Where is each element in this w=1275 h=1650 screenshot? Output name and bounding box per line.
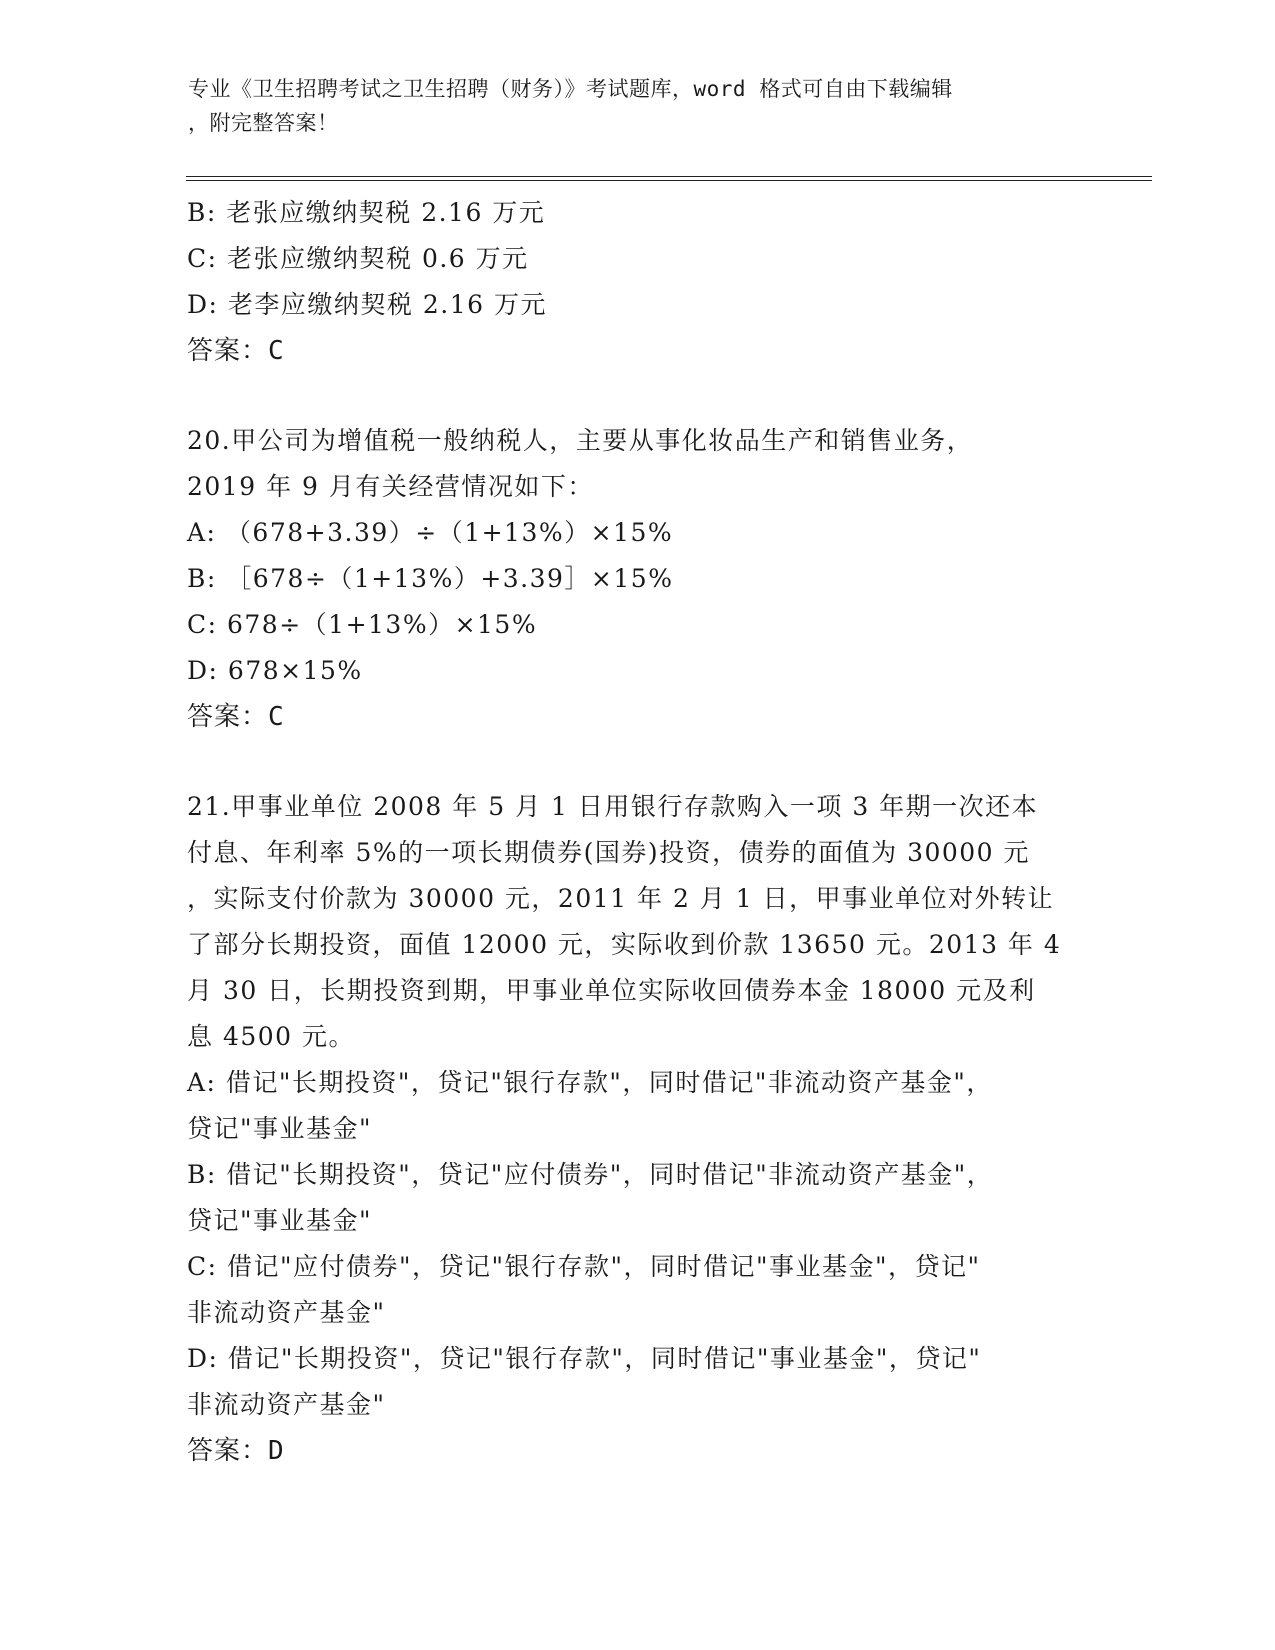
q20-stem-line-2: 2019 年 9 月有关经营情况如下： [187,472,594,501]
q21-option-b-line-2: 贷记"事业基金" [187,1206,372,1235]
q20-answer: 答案：C [187,702,285,732]
question-21 [187,784,1087,1474]
q21-option-d-line-2: 非流动资产基金" [187,1390,386,1419]
q21-stem-line-2: 付息、年利率 5%的一项长期债券(国券)投资，债券的面值为 30000 元 [187,838,1031,867]
question-20 [187,418,1087,740]
q21-option-b-line-1: B: 借记"长期投资"，贷记"应付债券"，同时借记"非流动资产基金"， [187,1160,994,1189]
q21-stem-line-1: 21.甲事业单位 2008 年 5 月 1 日用银行存款购入一项 3 年期一次还本 [187,792,1039,821]
q21-stem-line-3: ，实际支付价款为 30000 元，2011 年 2 月 1 日，甲事业单位对外转让 [187,884,1055,913]
q21-stem-line-6: 息 4500 元。 [187,1022,356,1051]
q21-answer: 答案：D [187,1436,285,1466]
spacer [187,374,1087,418]
q20-option-c: C: 678÷（1+13%）×15% [187,610,538,639]
q20-option-d: D: 678×15% [187,656,363,685]
q21-option-c-line-2: 非流动资产基金" [187,1298,386,1327]
header-line-2: ，附完整答案！ [188,111,339,135]
q19-answer: 答案：C [187,336,285,366]
q21-stem-line-4: 了部分长期投资，面值 12000 元，实际收到价款 13650 元。2013 年 4 [187,930,1062,959]
header-line-1: 专业《卫生招聘考试之卫生招聘（财务）》考试题库，word 格式可自由下载编辑 [188,77,953,101]
q21-option-a-line-1: A: 借记"长期投资"，贷记"银行存款"，同时借记"非流动资产基金"， [187,1068,993,1097]
header-divider [186,176,1152,181]
q19-option-d: D: 老李应缴纳契税 2.16 万元 [187,290,547,319]
question-content [187,190,1087,1474]
q21-option-a-line-2: 贷记"事业基金" [187,1114,372,1143]
q20-option-a: A: （678+3.39）÷（1+13%）×15% [187,518,674,547]
q19-option-b: B: 老张应缴纳契税 2.16 万元 [187,198,546,227]
q21-option-d-line-1: D: 借记"长期投资"，贷记"银行存款"，同时借记"事业基金"，贷记" [187,1344,982,1373]
q20-stem-line-1: 20.甲公司为增值税一般纳税人，主要从事化妆品生产和销售业务， [187,426,974,455]
q21-stem-line-5: 月 30 日，长期投资到期，甲事业单位实际收回债券本金 18000 元及利 [187,976,1036,1005]
spacer [187,740,1087,784]
q20-option-b: B: ［678÷（1+13%）+3.39］×15% [187,564,674,593]
document-header [188,72,1088,140]
q21-option-c-line-1: C: 借记"应付债券"，贷记"银行存款"，同时借记"事业基金"，贷记" [187,1252,981,1281]
q19-option-c: C: 老张应缴纳契税 0.6 万元 [187,244,529,273]
question-19 [187,190,1087,374]
